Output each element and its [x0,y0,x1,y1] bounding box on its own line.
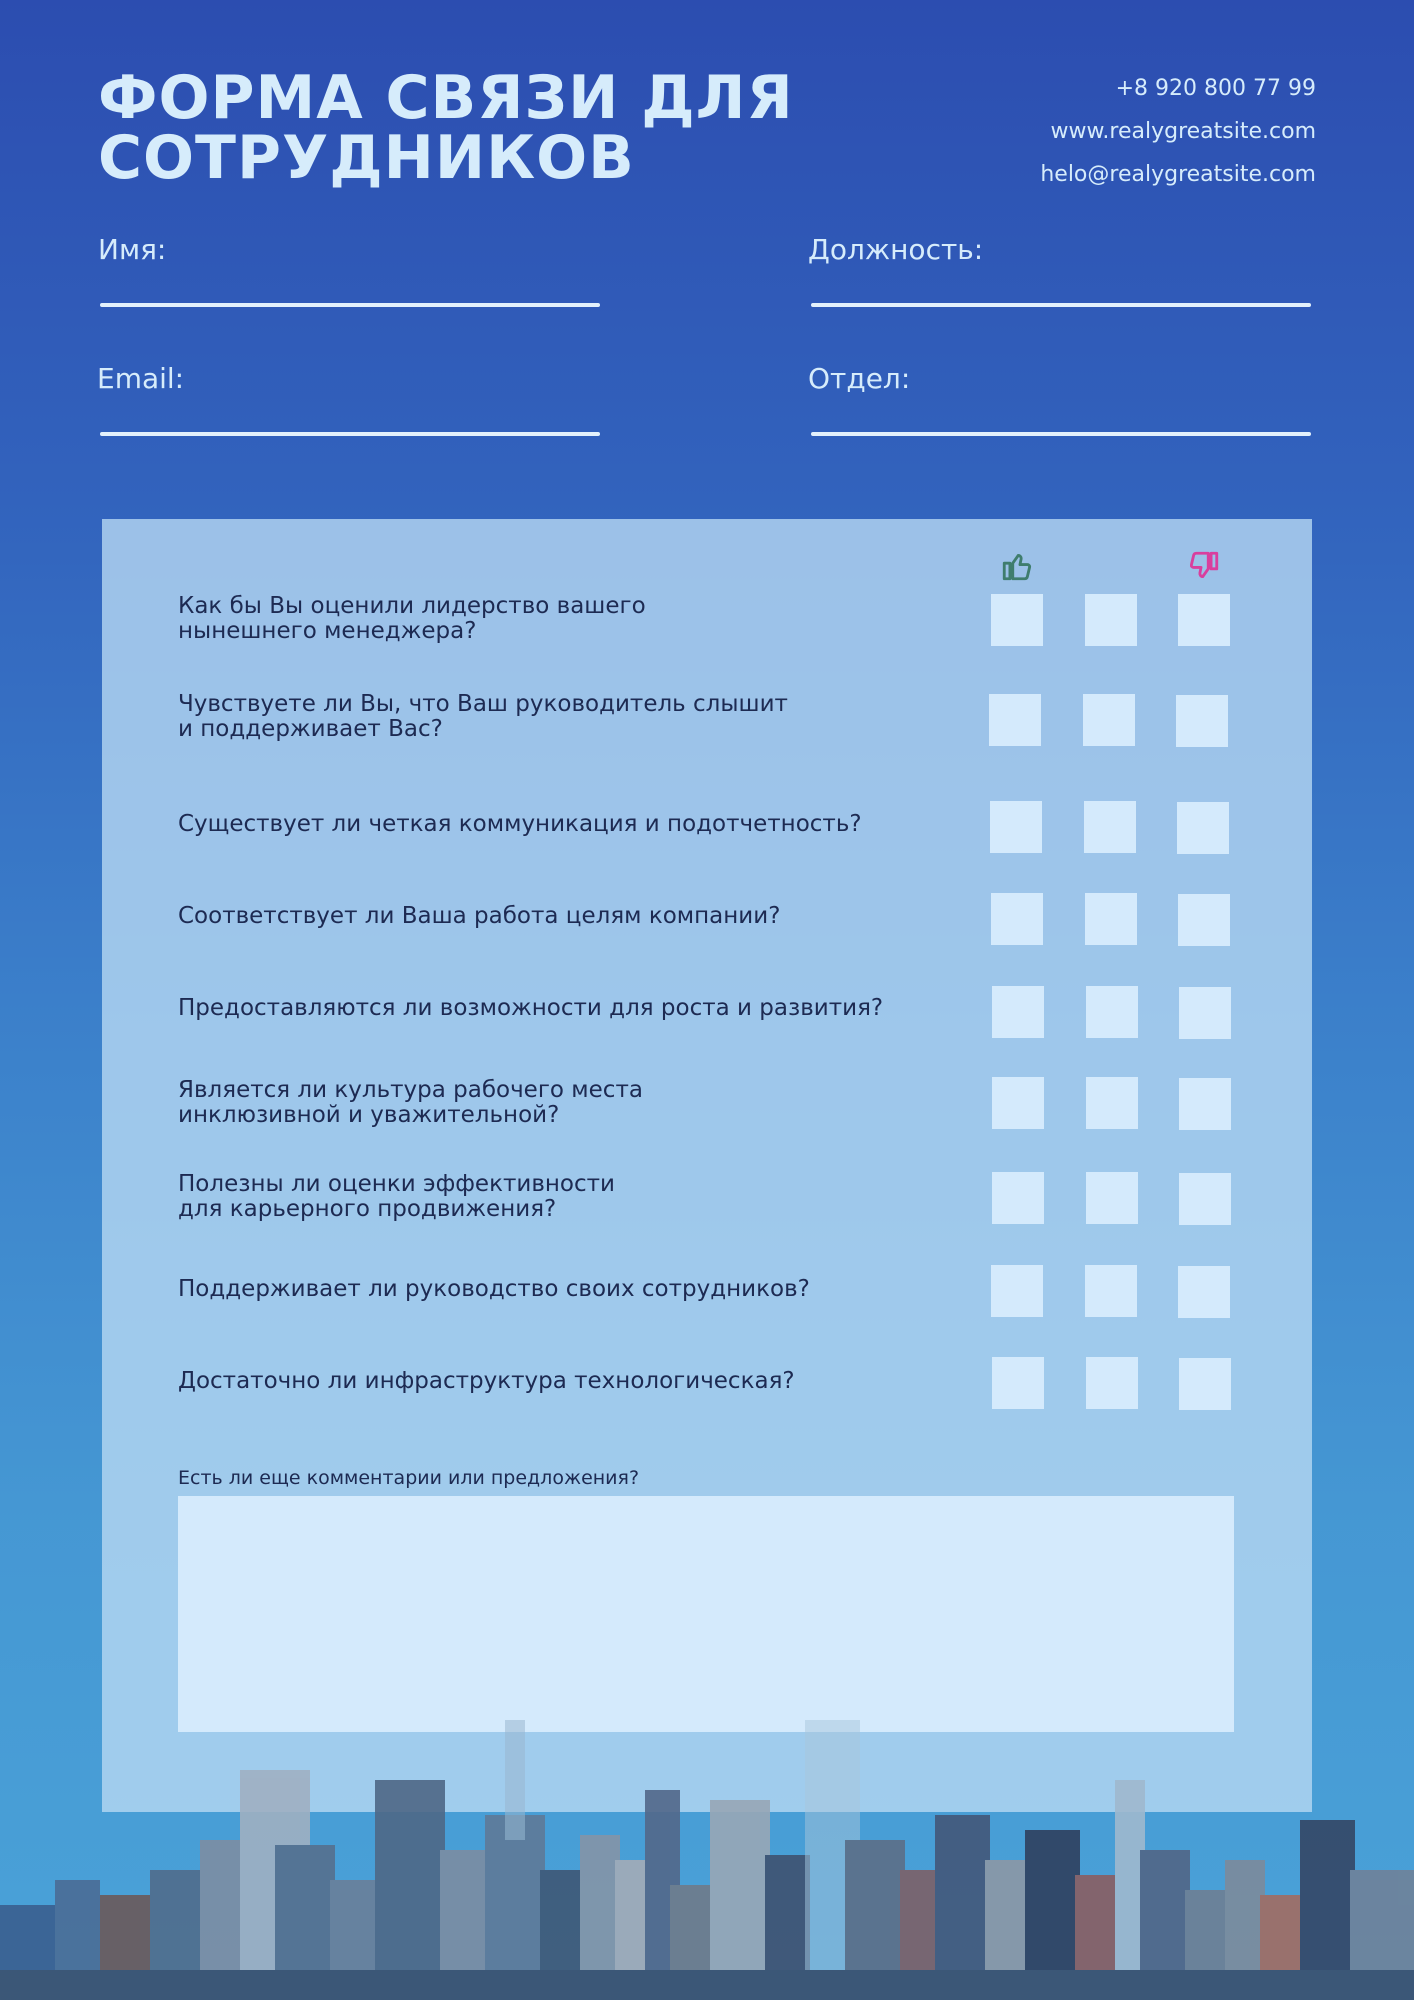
question-5: Предоставляются ли возможности для роста и развития? [178,995,884,1021]
department-label: Отдел: [808,362,911,395]
comments-textarea[interactable] [178,1496,1234,1732]
q5-checkbox-negative[interactable] [1179,987,1231,1039]
q1-checkbox-neutral[interactable] [1085,594,1137,646]
q3-checkbox-neutral[interactable] [1084,801,1136,853]
question-3: Существует ли четкая коммуникация и подотчетность? [178,811,862,837]
thumbs-down-icon [1187,549,1221,583]
q3-checkbox-positive[interactable] [990,801,1042,853]
name-input-line[interactable] [100,303,600,307]
q8-checkbox-negative[interactable] [1178,1266,1230,1318]
question-1 [178,594,908,644]
question-4: Соответствует ли Ваша работа целям компании? [178,903,781,929]
q9-checkbox-negative[interactable] [1179,1358,1231,1410]
question-7 [178,1172,908,1222]
contact-email[interactable]: helo@realygreatsite.com [1040,162,1316,187]
q4-checkbox-neutral[interactable] [1085,893,1137,945]
q5-checkbox-positive[interactable] [992,986,1044,1038]
q6-checkbox-neutral[interactable] [1086,1077,1138,1129]
name-label: Имя: [98,233,167,266]
email-label: Email: [97,362,185,395]
contact-website[interactable]: www.realygreatsite.com [1050,119,1316,144]
q6-checkbox-positive[interactable] [992,1077,1044,1129]
question-8: Поддерживает ли руководство своих сотрудников? [178,1276,810,1302]
q1-checkbox-positive[interactable] [991,594,1043,646]
q7-checkbox-neutral[interactable] [1086,1172,1138,1224]
question-7-line-1: Полезны ли оценки эффективности [178,1171,615,1197]
question-1-line-1: Как бы Вы оценили лидерство вашего [178,593,646,619]
q1-checkbox-negative[interactable] [1178,594,1230,646]
question-2-line-2: и поддерживает Вас? [178,716,443,742]
page-title [98,63,794,193]
title-line-2: СОТРУДНИКОВ [98,123,635,193]
question-2-line-1: Чувствуете ли Вы, что Ваш руководитель слышит [178,691,788,717]
q4-checkbox-positive[interactable] [991,893,1043,945]
question-7-line-2: для карьерного продвижения? [178,1196,557,1222]
thumbs-up-icon [1000,549,1034,583]
q6-checkbox-negative[interactable] [1179,1078,1231,1130]
q8-checkbox-neutral[interactable] [1085,1265,1137,1317]
q2-checkbox-negative[interactable] [1176,695,1228,747]
question-6-line-2: инклюзивной и уважительной? [178,1102,560,1128]
q3-checkbox-negative[interactable] [1177,802,1229,854]
position-input-line[interactable] [811,303,1311,307]
question-9: Достаточно ли инфраструктура технологическая? [178,1368,795,1394]
q4-checkbox-negative[interactable] [1178,894,1230,946]
position-label: Должность: [808,233,984,266]
q2-checkbox-neutral[interactable] [1083,694,1135,746]
question-1-line-2: нынешнего менеджера? [178,618,477,644]
question-6-line-1: Является ли культура рабочего места [178,1077,643,1103]
q8-checkbox-positive[interactable] [991,1265,1043,1317]
survey-panel [102,519,1312,1812]
question-6 [178,1078,908,1128]
city-skyline-image [0,1720,1414,2000]
q2-checkbox-positive[interactable] [989,694,1041,746]
q7-checkbox-negative[interactable] [1179,1173,1231,1225]
q9-checkbox-neutral[interactable] [1086,1357,1138,1409]
comments-label: Есть ли еще комментарии или предложения? [178,1467,640,1489]
email-input-line[interactable] [100,432,600,436]
q7-checkbox-positive[interactable] [992,1172,1044,1224]
q9-checkbox-positive[interactable] [992,1357,1044,1409]
title-line-1: ФОРМА СВЯЗИ ДЛЯ [98,63,794,133]
contact-phone: +8 920 800 77 99 [1115,76,1316,101]
department-input-line[interactable] [811,432,1311,436]
q5-checkbox-neutral[interactable] [1086,986,1138,1038]
question-2 [178,692,908,742]
